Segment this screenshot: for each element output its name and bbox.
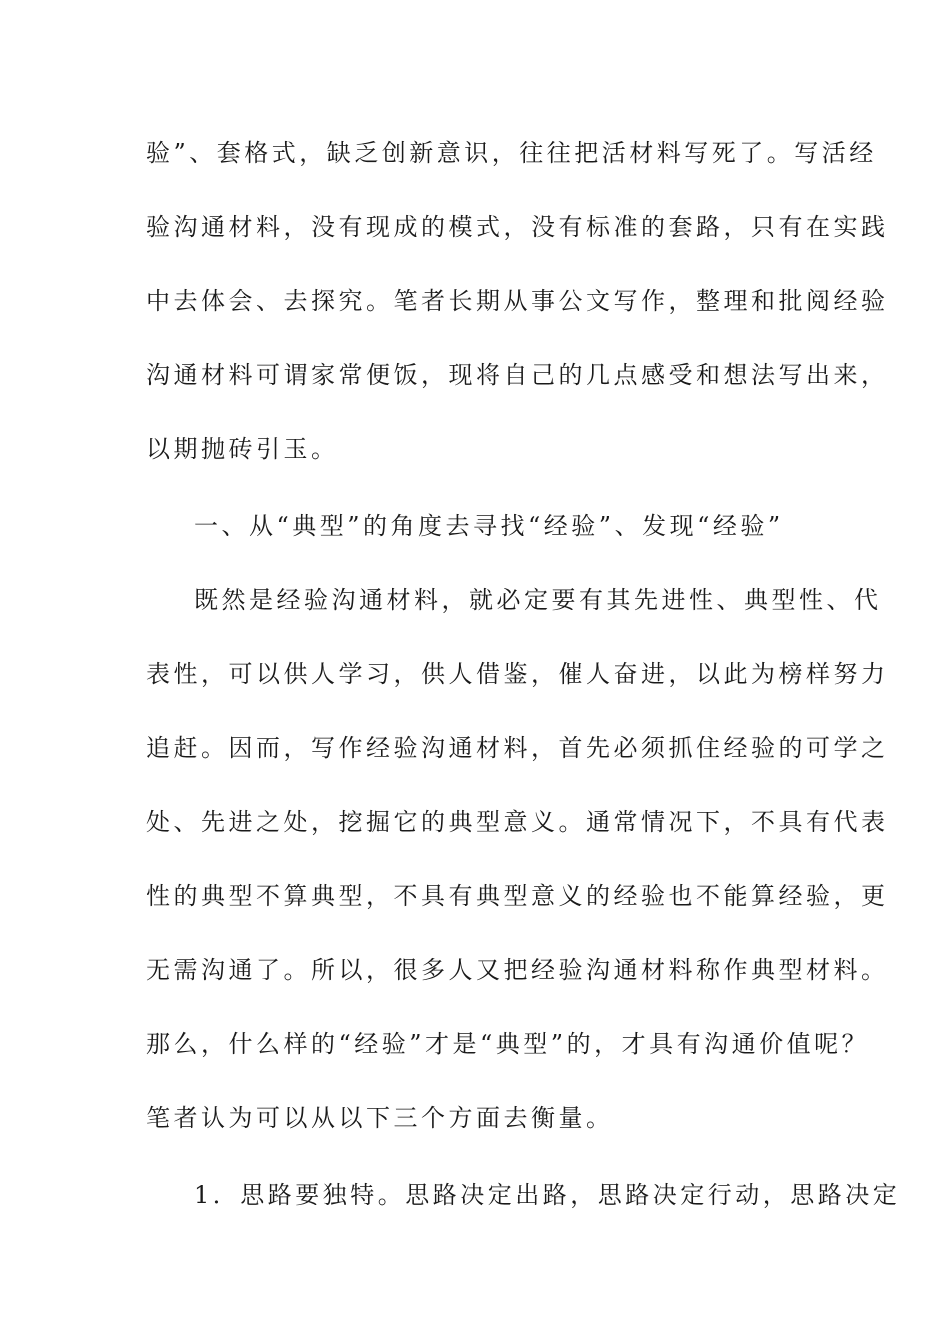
paragraph-line: 沟通材料可谓家常便饭，现将自己的几点感受和想法写出来， xyxy=(146,361,889,389)
paragraph-line: 处、先进之处，挖掘它的典型意义。通常情况下，不具有代表 xyxy=(146,808,889,836)
paragraph-line: 验沟通材料，没有现成的模式，没有标准的套路，只有在实践 xyxy=(146,213,889,241)
paragraph-line: 中去体会、去探究。笔者长期从事公文写作，整理和批阅经验 xyxy=(146,287,889,315)
paragraph-line: 验”、套格式，缺乏创新意识，往往把活材料写死了。写活经 xyxy=(146,139,877,167)
paragraph-line: 追赶。因而，写作经验沟通材料，首先必须抓住经验的可学之 xyxy=(146,734,889,762)
paragraph-line: 性的典型不算典型，不具有典型意义的经验也不能算经验，更 xyxy=(146,882,889,910)
section-heading: 一、从“典型”的角度去寻找“经验”、发现“经验” xyxy=(194,512,784,540)
paragraph-line: 笔者认为可以从以下三个方面去衡量。 xyxy=(146,1104,614,1132)
paragraph-line: 表性，可以供人学习，供人借鉴，催人奋进，以此为榜样努力 xyxy=(146,660,889,688)
paragraph-line: 以期抛砖引玉。 xyxy=(146,435,339,463)
paragraph-line: 无需沟通了。所以，很多人又把经验沟通材料称作典型材料。 xyxy=(146,956,889,984)
numbered-item-line: 1．思路要独特。思路决定出路，思路决定行动，思路决定 xyxy=(194,1181,901,1209)
paragraph-line: 既然是经验沟通材料，就必定要有其先进性、典型性、代 xyxy=(194,586,882,614)
paragraph-line: 那么，什么样的“经验”才是“典型”的，才具有沟通价值呢？ xyxy=(146,1030,870,1058)
